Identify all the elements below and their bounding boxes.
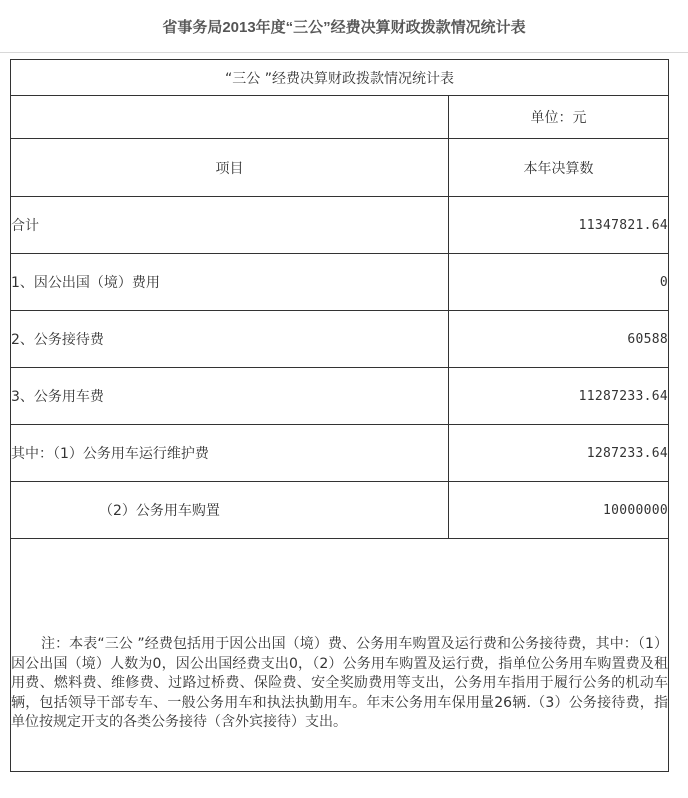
- column-header-amount: 本年决算数: [449, 139, 669, 197]
- row-label: 1、因公出国（境）费用: [11, 254, 449, 311]
- row-value: 1287233.64: [449, 425, 669, 482]
- table-row-reception: [11, 311, 669, 368]
- column-header-item: 项目: [11, 139, 449, 197]
- table-row-overseas-travel: [11, 254, 669, 311]
- table-caption-row: [11, 60, 669, 96]
- unit-row-blank: [11, 96, 449, 139]
- page-title: 省事务局2013年度“三公”经费决算财政拨款情况统计表: [0, 0, 688, 53]
- unit-row: [11, 96, 669, 139]
- table-note: 注：本表“三公 ”经费包括用于因公出国（境）费、公务用车购置及运行费和公务接待费，其中：（1）因公出国（境）人数为0，因公出国经费支出0，（2）公务用车购置及运行费，指单位公务用车购置费及租用费、燃料费、维修费、过路过桥费、保险费、安全奖励费用等支出，公务用车指用于履行公务的机动车辆，包括领导干部专车、一般公务用车和执法执勤用车。年末公务用车保用量26辆.（3）公务接待费，指单位按规定开支的各类公务接待（含外宾接待）支出。: [11, 636, 668, 731]
- unit-label: 单位：元: [449, 96, 669, 139]
- row-label: （2）公务用车购置: [11, 482, 449, 539]
- table-caption: “三公 ”经费决算财政拨款情况统计表: [11, 60, 669, 96]
- table-row-vehicles: [11, 368, 669, 425]
- row-value: 60588: [449, 311, 669, 368]
- row-value: 0: [449, 254, 669, 311]
- row-label: 2、公务接待费: [11, 311, 449, 368]
- note-cell: [11, 539, 669, 772]
- table-row-vehicle-purchase: [11, 482, 669, 539]
- row-value: 11287233.64: [449, 368, 669, 425]
- note-row: [11, 539, 669, 772]
- row-label: 合计: [11, 197, 449, 254]
- report-table: [10, 59, 669, 772]
- row-label: 其中：（1）公务用车运行维护费: [11, 425, 449, 482]
- row-value: 10000000: [449, 482, 669, 539]
- table-row-vehicle-maintenance: [11, 425, 669, 482]
- column-header-row: [11, 139, 669, 197]
- row-value: 11347821.64: [449, 197, 669, 254]
- row-label: 3、公务用车费: [11, 368, 449, 425]
- table-row-total: [11, 197, 669, 254]
